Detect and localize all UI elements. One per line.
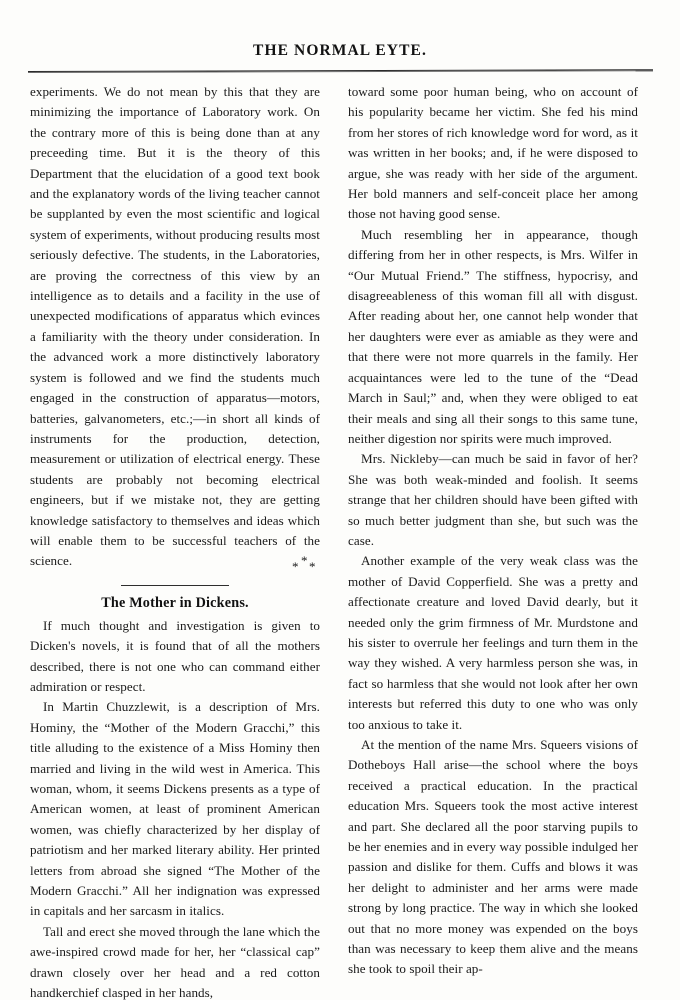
asterism-star-top: * bbox=[301, 552, 308, 568]
paragraph-dickens-mothers-intro: If much thought and investigation is given to Dicken's novels, it is found that of all the mothers described, there is not one who can command either admiration or respect. bbox=[30, 617, 320, 694]
section-divider-rule bbox=[121, 585, 229, 586]
column-right bbox=[348, 82, 638, 982]
paragraph-block-continued bbox=[30, 82, 320, 574]
column-left bbox=[30, 82, 320, 1001]
asterism-star-left: * bbox=[292, 558, 299, 574]
masthead-divider-rule bbox=[28, 69, 653, 73]
paragraph-her-victim-continued: toward some poor human being, who on account of his popularity became her victim. She fed his mind from her stores of rich knowledge word for word, as it was written in her books; and, if he were disposed to argue, she was ready with her side of the argument. Her bold manners and self-conceit place her among those not having good sense. bbox=[348, 84, 638, 222]
masthead bbox=[0, 42, 680, 60]
asterism-star-right: * bbox=[309, 558, 316, 574]
paragraph-mrs-wilfer: Much resembling her in appearance, though differing from her in other respects, is Mrs. Wilfer in “Our Mutual Friend.” The stiffness, hypocrisy, and disagreeableness of this woman fill all with disgust. After reading about her, one cannot help wonder that her daughters were ever as amiable as they were and that there were not more quarrels in the family. Her acquaintances were led to the tune of the “Dead March in Saul;” and, when they were obliged to eat their meals and sing all their songs to this same tune, neither digestion nor spirits were much improved. bbox=[348, 226, 638, 446]
paragraph-mrs-nickleby: Mrs. Nickleby—can much be said in favor of her? She was both weak-minded and foolish. It seems strange that her children should have been gifted with so much better judgment than she, but such was the case. bbox=[348, 451, 638, 548]
article-columns bbox=[0, 82, 680, 1001]
section-heading-mother-in-dickens: The Mother in Dickens. bbox=[101, 594, 249, 611]
paragraph-mrs-hominy: In Martin Chuzzlewit, is a description of Mrs. Hominy, the “Mother of the Modern Gracchi,” this title alluding to the existence of a Miss Hominy then married and living in the wild west in America. This woman, whom, it seems Dickens presents as a type of American women, at least of prominent American women, was chiefly characterized by her display of patriotism and her marked literary ability. Her printed letters from abroad she signed “The Mother of the Modern Gracchi.” All her indignation was expressed in capitals and her sarcasm in italics. bbox=[30, 699, 320, 919]
paragraph-mrs-squeers: At the mention of the name Mrs. Squeers visions of Dotheboys Hall arise—the school where the boys received a practical education. In the practical education Mrs. Squeers took the most active interest and part. She declared all the poor starving pupils to be her enemies and in every way possible indulged her passion and dislike for them. Cuffs and blows it was her delight to administer and her arms were made strong by long practice. The way in which she looked out that no more money was expended on the boys than was necessary to keep them alive and the means she took to spoil their ap- bbox=[348, 737, 638, 977]
paragraph-laboratory-work: experiments. We do not mean by this that they are minimizing the importance of Laboratory work. On the contrary more of this is being done than at any preceeding time. But it is the theory of this Department that the elucidation of a good text book and the explanatory words of the living teacher cannot be supplanted by even the most scientific and logical system of experiments, without producing results most seriously defective. The students, in the Laboratories, are proving the correctness of this view by an intelligence as to details and a facility in the use of unexpected modifications of apparatus which evinces a familiarity with the theory under consideration. In the advanced work a more distinctively laboratory system is followed and we find the students much engaged in the construction of apparatus—motors, batteries, galvanometers, etc.;—in short all kinds of instruments for the production, detection, measurement or utilization of electrical energy. These students are probably not becoming electrical engineers, but if we mistake not, they are getting knowledge satisfactory to themselves and ideas which will enable them to be successful teachers of the science. bbox=[30, 84, 320, 569]
paragraph-david-copperfields-mother: Another example of the very weak class was the mother of David Copperfield. She was a pretty and affectionate creature and loved David dearly, but it needed only the grim firmness of Mr. Murdstone and his sister to overrule her feelings and turn them in the way they wished. A very harmless person she was, in fact so harmless that she would not look after her own interests but referred this duty to one who was only too anxious to take it. bbox=[348, 553, 638, 732]
page-title: THE NORMAL EYTE. bbox=[253, 42, 427, 59]
asterism-ornament bbox=[290, 552, 320, 574]
paragraph-tall-and-erect: Tall and erect she moved through the lane which the awe-inspired crowd made for her, her “classical cap” drawn closely over her head and a red cotton handkerchief clasped in her hands, bbox=[30, 923, 320, 1001]
